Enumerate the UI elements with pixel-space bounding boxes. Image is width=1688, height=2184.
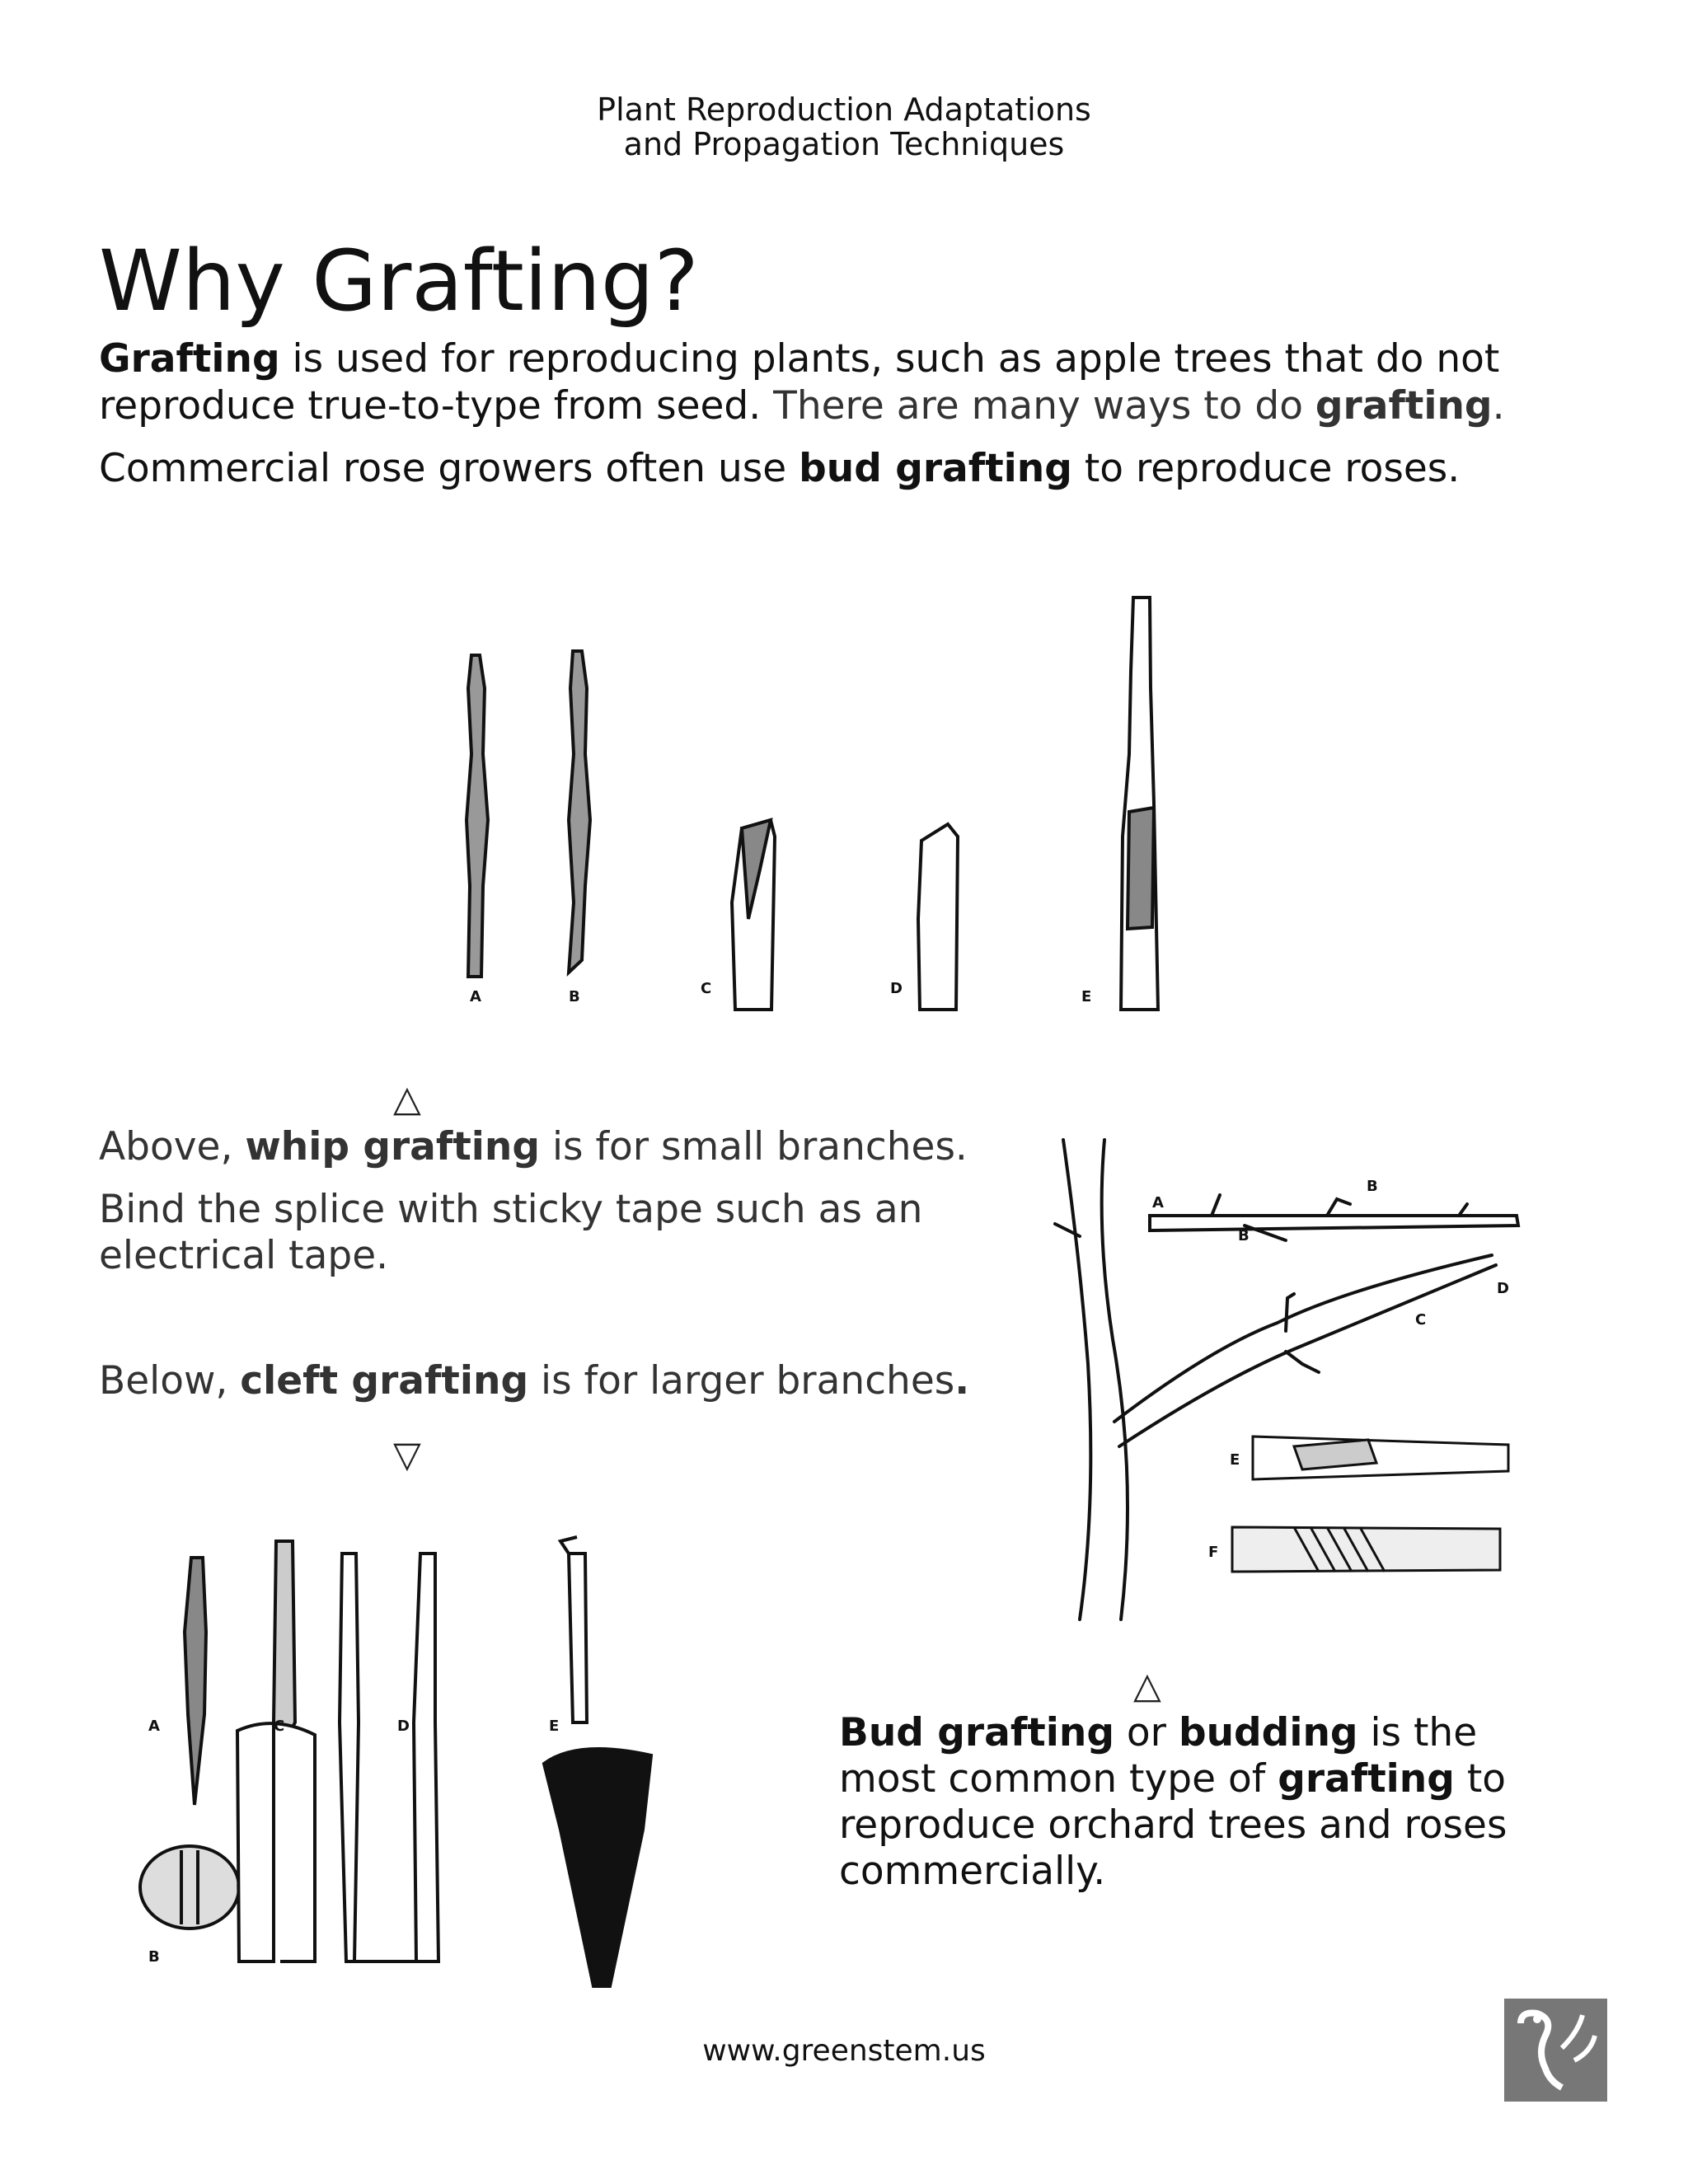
intro-bold-bud-grafting: bud grafting	[799, 446, 1072, 491]
bud-line-1	[839, 1710, 1477, 1756]
cleft-text-1: Below,	[99, 1358, 241, 1404]
whip-label-a: A	[470, 988, 481, 1005]
intro-line-2	[99, 383, 1505, 429]
whip-bold: whip grafting	[245, 1124, 541, 1169]
bud-text-1: or	[1114, 1710, 1179, 1755]
whip-line-2: Bind the splice with sticky tape such as an	[99, 1187, 923, 1232]
intro-line-1	[99, 336, 1499, 382]
bud-bold-1: Bud grafting	[839, 1710, 1114, 1755]
bud-label-b2: B	[1238, 1227, 1250, 1244]
bud-label-c: C	[1415, 1311, 1427, 1329]
cleft-grafting-figure	[132, 1533, 659, 1994]
intro-bold-grafting-2: grafting	[1315, 383, 1493, 429]
bud-grafting-figure	[1047, 1133, 1525, 1619]
cleft-period: .	[954, 1358, 970, 1404]
cleft-text-2: is for larger branches	[528, 1358, 955, 1404]
bud-label-f: F	[1208, 1544, 1219, 1561]
header-line-1: Plant Reproduction Adaptations	[597, 91, 1091, 128]
footer-url: www.greenstem.us	[702, 2034, 986, 2068]
whip-label-d: D	[890, 980, 903, 997]
bud-text-3: most common type of	[839, 1756, 1278, 1802]
bud-bold-3: grafting	[1278, 1756, 1455, 1802]
down-arrow-icon: ▽	[393, 1434, 421, 1476]
cleft-label-b: B	[148, 1948, 160, 1966]
bud-label-e: E	[1230, 1451, 1240, 1469]
up-arrow-icon: △	[393, 1078, 421, 1120]
bud-label-d: D	[1497, 1280, 1509, 1297]
intro-text-3: There are many ways to do	[761, 383, 1315, 429]
greenstem-logo-icon	[1504, 1999, 1607, 2102]
header-line-2: and Propagation Techniques	[623, 126, 1065, 162]
whip-line-3: electrical tape.	[99, 1233, 389, 1278]
cleft-label-d: D	[397, 1718, 410, 1735]
intro-line-3	[99, 446, 1460, 492]
cleft-line	[99, 1358, 969, 1404]
whip-text-2: is for small branches.	[540, 1124, 968, 1169]
bud-label-a: A	[1152, 1194, 1164, 1212]
whip-text-1: Above,	[99, 1124, 246, 1169]
intro-text-1: is used for reproducing plants, such as apple trees that do not	[279, 336, 1500, 382]
intro-text-4: Commercial rose growers often use	[99, 446, 799, 491]
whip-line-1	[99, 1124, 968, 1170]
intro-text-5: to reproduce roses.	[1071, 446, 1461, 491]
cleft-label-c: C	[274, 1718, 285, 1735]
page-title: Why Grafting?	[99, 232, 699, 330]
intro-text-2: reproduce true-to-type from seed.	[99, 383, 762, 429]
whip-label-e: E	[1081, 988, 1092, 1005]
bud-text-4: to	[1454, 1756, 1507, 1802]
bud-bold-2: budding	[1178, 1710, 1358, 1755]
bud-line-3: reproduce orchard trees and roses	[839, 1802, 1507, 1848]
bud-line-2	[839, 1756, 1506, 1802]
whip-label-c: C	[701, 980, 712, 997]
whip-label-b: B	[569, 988, 580, 1005]
intro-period: .	[1492, 383, 1505, 429]
cleft-bold: cleft grafting	[240, 1358, 529, 1404]
whip-grafting-figure	[429, 589, 1187, 1018]
intro-bold-grafting: Grafting	[99, 336, 280, 382]
bud-line-4: commercially.	[839, 1849, 1106, 1894]
bud-text-2: is the	[1357, 1710, 1478, 1755]
cleft-label-e: E	[549, 1718, 560, 1735]
up-arrow-icon-2: △	[1133, 1665, 1161, 1707]
bud-label-b: B	[1367, 1178, 1378, 1195]
cleft-label-a: A	[148, 1718, 160, 1735]
